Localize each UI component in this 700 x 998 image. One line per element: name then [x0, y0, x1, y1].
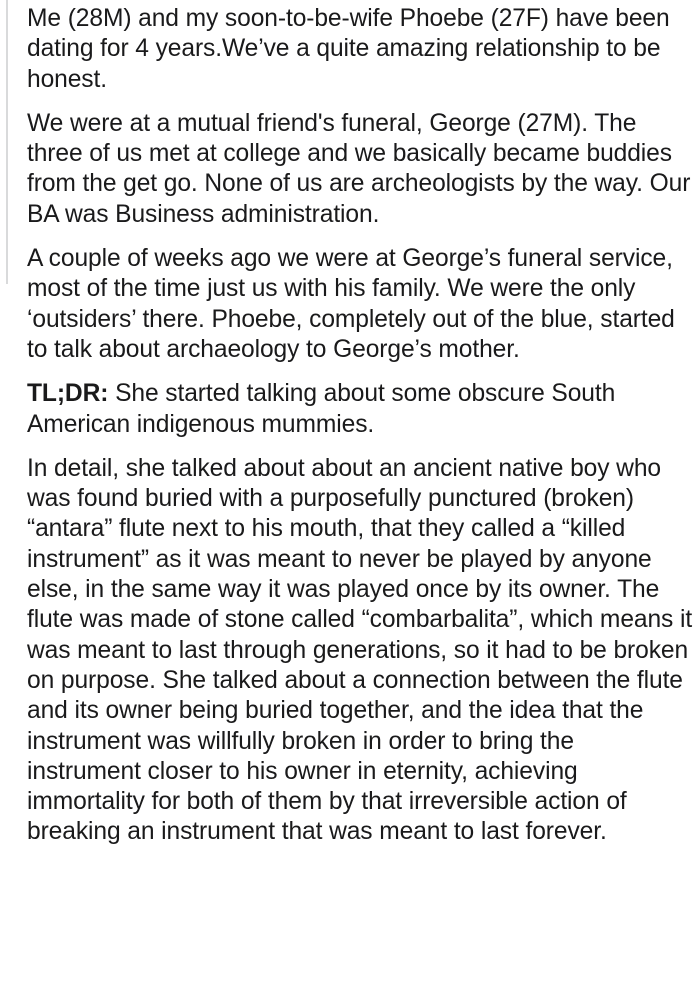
post-body [27, 4, 693, 848]
paragraph-tldr [27, 379, 693, 440]
paragraph-service: A couple of weeks ago we were at George’s funeral service, most of the time just us with his family. We were the only ‘outsiders’ there. Phoebe, completely out of the blue, started to talk about archaeology to George’s mother. [27, 245, 675, 363]
tldr-text: She started talking about some obscure South American indigenous mummies. [27, 380, 616, 438]
paragraph-intro: Me (28M) and my soon-to-be-wife Phoebe (27F) have been dating for 4 years.We’ve a quite amazing relationship to be honest. [27, 5, 670, 93]
tldr-label: TL;DR: [27, 380, 109, 408]
paragraph-detail: In detail, she talked about about an ancient native boy who was found buried with a purposefully punctured (broken) “antara” flute next to his mouth, that they called a “killed instrument” as it was meant to never be played by anyone else, in the same way it was played once by its owner. The flute was made of stone called “combarbalita”, which means it was meant to last through generations, so it had to be broken on purpose. She talked about a connection between the flute and its owner being buried together, and the idea that the instrument was willfully broken in order to bring the instrument closer to his owner in eternity, achieving immortality for both of them by that irreversible action of breaking an instrument that was meant to last forever. [27, 454, 693, 846]
thread-indent-line [6, 0, 8, 284]
paragraph-funeral: We were at a mutual friend's funeral, George (27M). The three of us met at college and we basically became buddies from the get go. None of us are archeologists by the way. Our BA was Business administration. [27, 109, 691, 228]
